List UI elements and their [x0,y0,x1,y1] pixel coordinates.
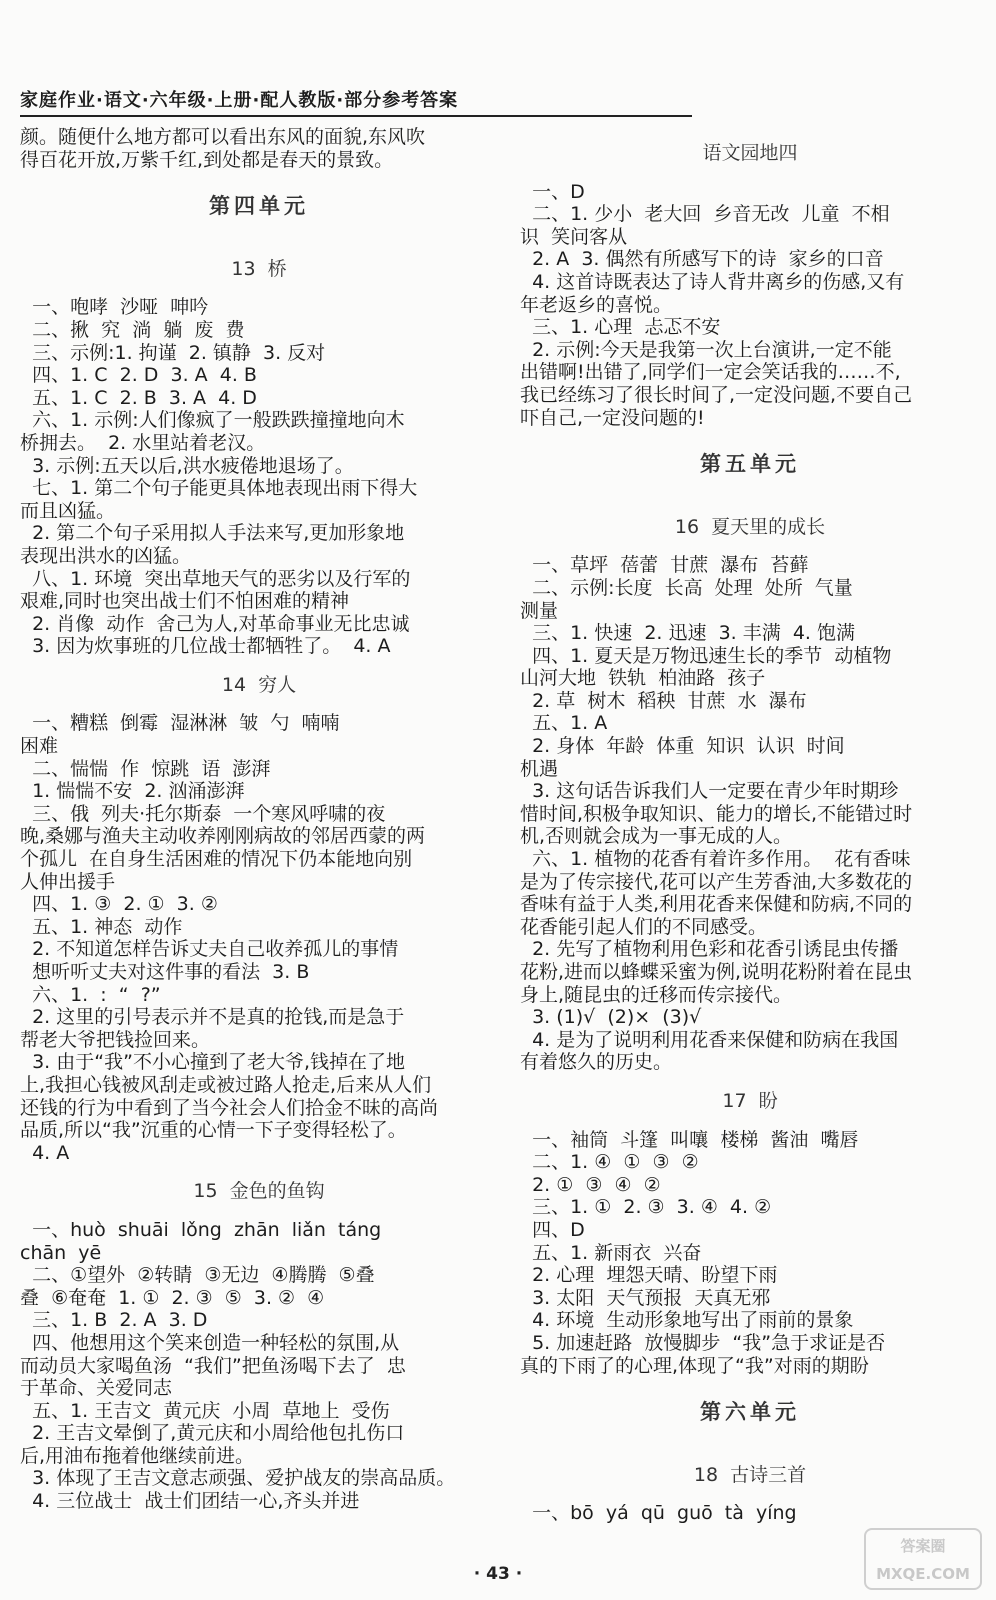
answer-line: 六、1. 示例:人们像疯了一般跌跌撞撞地向木 [20,409,405,432]
answer-line: 4. 环境 生动形象地写出了雨前的景象 [520,1309,854,1332]
answer-line: 3. (1)√ (2)× (3)√ [520,1006,702,1029]
answer-line: 困难 [20,735,59,758]
answer-line: 一、糟糕 倒霉 湿淋淋 皱 勺 喃喃 [20,712,340,735]
answer-line: 个孤儿 在自身生活困难的情况下仍本能地向别 [20,848,413,871]
answer-line: 六、1. : “ ?” [20,983,161,1006]
answer-line: 颜。随便什么地方都可以看出东风的面貌,东风吹 [20,126,426,148]
answer-line: 一、草坪 蓓蕾 甘蔗 瀑布 苔藓 [520,554,809,577]
answer-line: 花香能引起人们的不同感受。 [520,915,768,938]
answer-line: 艰难,同时也突出战士们不怕困难的精神 [20,590,350,613]
answer-line: 2. 第二个句子采用拟人手法来写,更加形象地 [20,522,405,545]
answer-line: 七、1. 第二个句子能更具体地表现出雨下得大 [20,477,418,500]
answer-line: 二、示例:长度 长高 处理 处所 气量 [520,576,853,599]
answer-line: 3. 体现了王吉文意志顽强、爱护战友的崇高品质。 [20,1467,456,1490]
lesson-heading: 13 桥 [231,257,287,280]
answer-line: 三、1. 快速 2. 迅速 3. 丰满 4. 饱满 [520,622,856,645]
answer-line: 而且凶猛。 [20,499,116,522]
answer-line: 帮老大爷把钱捡回来。 [20,1028,211,1051]
left-column [20,126,498,1513]
answer-line: 3. 因为炊事班的几位战士都牺牲了。 4. A [20,635,391,658]
answer-line: 2. 示例:今天是我第一次上台演讲,一定不能 [520,338,892,361]
answer-line: 三、1. ① 2. ③ 3. ④ 4. ② [520,1196,772,1219]
answer-line: 晚,桑娜与渔夫主动收养刚刚病故的邻居西蒙的两 [20,825,426,848]
answer-line: 桥拥去。 2. 水里站着老汉。 [20,431,266,454]
answer-line: 后,用油布拖着他继续前进。 [20,1444,255,1467]
answer-line: 四、他想用这个笑来创造一种轻松的氛围,从 [20,1331,400,1354]
answer-line: 4. 是为了说明利用花香来保健和防病在我国 [520,1028,899,1051]
watermark-text: 答案圈 [900,1537,946,1555]
answer-line: 想听听丈夫对这件事的看法 3. B [20,961,310,983]
answer-line: 3. 由于“我”不小心撞到了老大爷,钱掉在了地 [20,1051,405,1074]
answer-line: 八、1. 环境 突出草地天气的恶劣以及行军的 [20,567,411,590]
answer-line: 4. A [20,1141,70,1164]
answer-line: 五、1. 王吉文 黄元庆 小周 草地上 受伤 [20,1399,390,1422]
answer-line: 于革命、关爱同志 [20,1377,173,1400]
answer-line: 2. ① ③ ④ ② [520,1173,661,1196]
answer-line: 2. 身体 年龄 体重 知识 认识 时间 [520,735,845,758]
answer-line: 叠 ⑥奄奄 1. ① 2. ③ ⑤ 3. ② ④ [20,1286,325,1309]
answer-line: 五、1. 新雨衣 兴奋 [520,1241,702,1264]
answer-line: 五、1. 神态 动作 [20,915,183,938]
lesson-heading: 18 古诗三首 [693,1463,807,1486]
answer-line: 一、袖筒 斗篷 叫嚷 楼梯 酱油 嘴唇 [520,1128,859,1151]
answer-line: 2. 不知道怎样告诉丈夫自己收养孤儿的事情 [20,938,399,961]
answer-line: 二、揪 究 淌 躺 废 费 [20,318,245,341]
answer-line: 还钱的行为中看到了当今社会人们拾金不昧的高尚 [20,1096,439,1119]
answer-line: 2. 王吉文晕倒了,黄元庆和小周给他包扎伤口 [20,1422,405,1445]
answer-line: 5. 加速赶路 放慢脚步 “我”急于求证是否 [520,1331,886,1354]
unit-heading: 第五单元 [700,451,800,477]
answer-line: 机遇 [520,757,559,780]
answer-line: 表现出洪水的凶猛。 [20,544,192,567]
answer-line: 二、1. ④ ① ③ ② [520,1151,699,1174]
unit-heading: 第六单元 [700,1399,800,1425]
answer-line: 六、1. 植物的花香有着许多作用。 花有香味 [520,848,911,871]
answer-line: 品质,所以“我”沉重的心情一下子变得轻松了。 [20,1119,407,1142]
answer-line: 我已经练习了很长时间了,一定没问题,不要自己 [520,383,913,406]
answer-line: 1. 惴惴不安 2. 汹涌澎湃 [20,780,245,803]
unit-heading: 第四单元 [209,193,309,219]
answer-line: 2. 先写了植物利用色彩和花香引诱昆虫传播 [520,938,899,961]
lesson-heading: 14 穷人 [221,673,297,696]
lesson-heading: 语文园地四 [702,142,798,164]
answer-line: 三、示例:1. 拘谨 2. 镇静 3. 反对 [20,341,326,364]
answer-line: 一、咆哮 沙哑 呻吟 [20,296,209,319]
answer-line: 身上,随昆虫的迁移而传宗接代。 [520,983,793,1006]
answer-line: 3. 太阳 天气预报 天真无邪 [520,1286,771,1309]
answer-line: 山河大地 铁轨 柏油路 孩子 [520,667,766,690]
answer-line: 识 笑问客从 [520,225,628,248]
answer-line: 年老返乡的喜悦。 [520,293,673,316]
right-column [520,126,980,1525]
answer-line: 人伸出援手 [20,870,116,893]
answer-line: 三、1. B 2. A 3. D [20,1309,208,1332]
answer-line: 2. A 3. 偶然有所感写下的诗 家乡的口音 [520,248,884,271]
answer-line: 一、bō yá qū guō tà yíng [520,1502,797,1525]
answer-line: 2. 心理 埋怨天晴、盼望下雨 [520,1264,778,1287]
answer-line: 2. 肖像 动作 舍己为人,对革命事业无比忠诚 [20,612,410,635]
answer-line: 花粉,进而以蜂蝶采蜜为例,说明花粉附着在昆虫 [520,961,913,983]
answer-line: 而动员大家喝鱼汤 “我们”把鱼汤喝下去了 忠 [20,1354,406,1377]
answer-line: 五、1. C 2. B 3. A 4. D [20,386,257,409]
answer-line: 香味有益于人类,利用花香来保健和防病,不同的 [520,893,913,916]
answer-line: 四、D [520,1218,585,1241]
page-number: · 43 · [473,1564,523,1584]
lesson-heading: 15 金色的鱼钩 [193,1180,325,1203]
answer-line: 上,我担心钱被风刮走或被过路人抢走,后来从人们 [20,1073,432,1096]
answer-line: 四、1. C 2. D 3. A 4. B [20,364,257,387]
answer-line: 是为了传宗接代,花可以产生芳香油,大多数花的 [520,870,913,893]
lesson-heading: 16 夏天里的成长 [674,515,826,538]
answer-line: 一、D [520,180,585,203]
watermark-text: MXQE.COM [876,1565,970,1583]
answer-line: 二、①望外 ②转睛 ③无边 ④腾腾 ⑤叠 [20,1264,375,1287]
answer-line: 三、1. 心理 忐忑不安 [520,316,721,339]
answer-line: 机,否则就会成为一事无成的人。 [520,825,793,848]
answer-line: 4. 三位战士 战士们团结一心,齐头并进 [20,1490,360,1513]
answer-line: 五、1. A [520,712,608,735]
answer-line: 3. 示例:五天以后,洪水疲倦地退场了。 [20,454,354,477]
answer-line: chān yē [20,1241,102,1264]
watermark-logo [864,1528,982,1590]
answer-line: 四、1. 夏天是万物迅速生长的季节 动植物 [520,644,892,667]
answer-line: 测量 [520,599,559,622]
answer-line: 3. 这句话告诉我们人一定要在青少年时期珍 [520,780,899,803]
page-header: 家庭作业·语文·六年级·上册·配人教版·部分参考答案 [20,86,692,117]
answer-line: 真的下雨了的心理,体现了“我”对雨的期盼 [520,1354,869,1377]
lesson-heading: 17 盼 [722,1089,778,1112]
answer-line: 出错啊!出错了,同学们一定会笑话我的……不, [520,361,901,384]
answer-line: 三、俄 列夫·托尔斯泰 一个寒风呼啸的夜 [20,802,386,825]
answer-line: 有着悠久的历史。 [520,1051,673,1074]
answer-line: 2. 草 树木 稻秧 甘蔗 水 瀑布 [520,689,807,712]
answer-line: 二、1. 少小 老大回 乡音无改 儿童 不相 [520,203,890,226]
answer-line: 吓自己,一定没问题的! [520,406,705,429]
answer-line: 惜时间,积极争取知识、能力的增长,不能错过时 [520,802,913,825]
answer-line: 2. 这里的引号表示并不是真的抢钱,而是急于 [20,1006,405,1029]
answer-line: 4. 这首诗既表达了诗人背井离乡的伤感,又有 [520,270,905,293]
answer-line: 二、惴惴 作 惊跳 语 澎湃 [20,757,271,780]
answer-line: 一、huò shuāi lǒng zhān liǎn táng [20,1218,382,1241]
answer-line: 四、1. ③ 2. ① 3. ② [20,893,218,916]
answer-line: 得百花开放,万紫千红,到处都是春天的景致。 [20,148,394,171]
